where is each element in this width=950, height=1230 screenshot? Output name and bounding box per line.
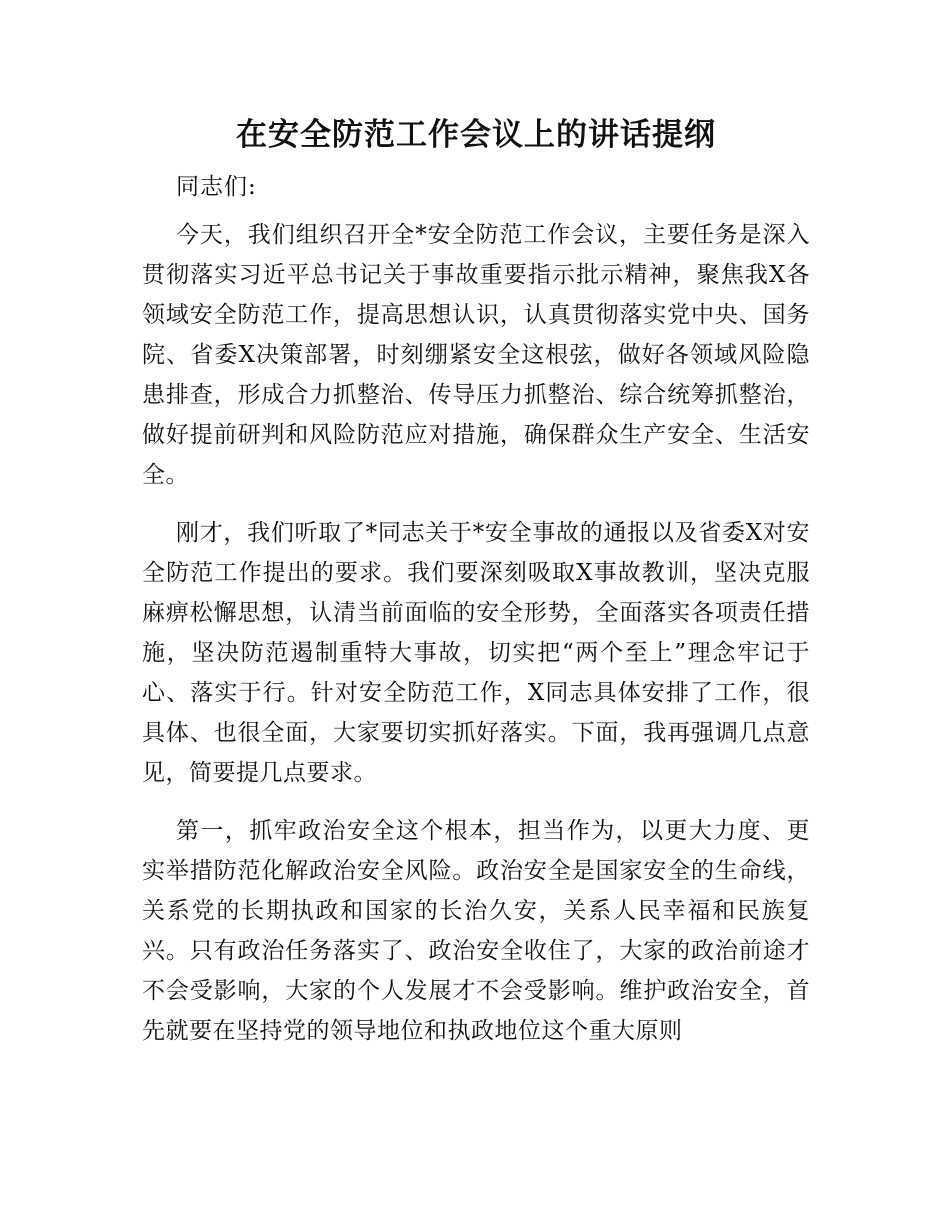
paragraph-briefing: 刚才，我们听取了*同志关于*安全事故的通报以及省委X对安全防范工作提出的要求。我们要深刻吸取X事故教训，坚决克服麻痹松懈思想，认清当前面临的安全形势，全面落实各项责任措施，坚决防范遏制重特大事故，切实把“两个至上”理念牢记于心、落实于行。针对安全防范工作，X同志具体安排了工作，很具体、也很全面，大家要切实抓好落实。下面，我再强调几点意见，简要提几点要求。	[142, 520, 810, 786]
paragraph-opening: 今天，我们组织召开全*安全防范工作会议，主要任务是深入贯彻落实习近平总书记关于事故重要指示批示精神，聚焦我X各领域安全防范工作，提高思想认识，认真贯彻落实党中央、国务院、省委X决策部署，时刻绷紧安全这根弦，做好各领域风险隐患排查，形成合力抓整治、传导压力抓整治、综合统筹抓整治，做好提前研判和风险防范应对措施，确保群众生产安全、生活安全。	[142, 222, 810, 488]
document-title: 在安全防范工作会议上的讲话提纲	[236, 117, 716, 153]
salutation: 同志们:	[176, 174, 257, 200]
paragraph-point-one: 第一，抓牢政治安全这个根本，担当作为，以更大力度、更实举措防范化解政治安全风险。政治安全是国家安全的生命线，关系党的长期执政和国家的长治久安，关系人民幸福和民族复兴。只有政治任务落实了、政治安全收住了，大家的政治前途才不会受影响，大家的个人发展才不会受影响。维护政治安全，首先就要在坚持党的领导地位和执政地位这个重大原则	[142, 818, 810, 1044]
